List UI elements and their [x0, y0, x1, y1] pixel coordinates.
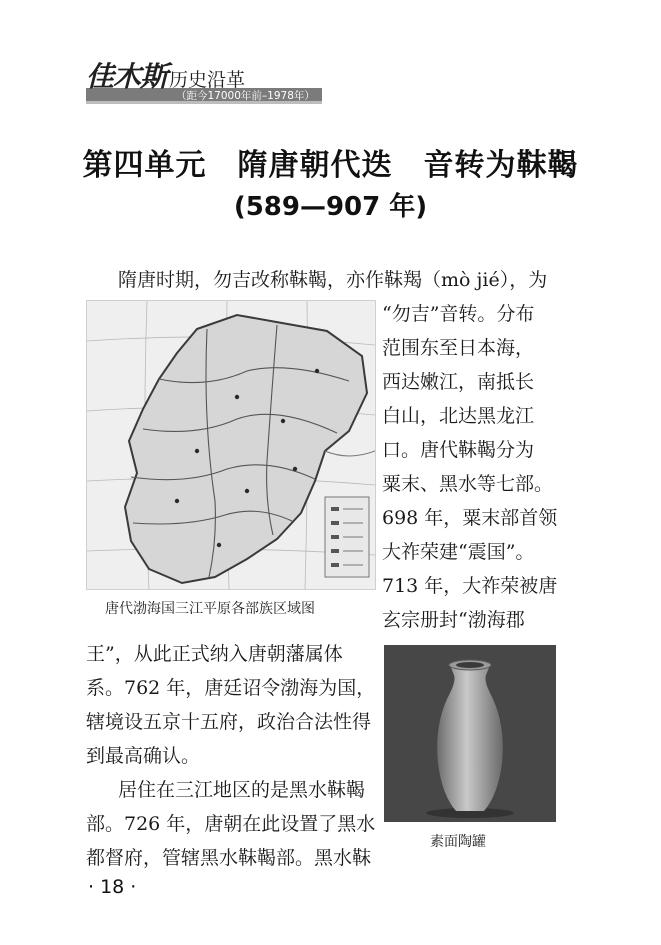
- unit-title: 第四单元 隋唐朝代迭 音转为靺鞨: [82, 148, 579, 183]
- jar-drawing: [384, 645, 556, 822]
- text-line: 辖境设五京十五府，政治合法性得: [86, 711, 372, 733]
- text-line: 粟末、黑水等七部。: [382, 473, 554, 495]
- text-line: 都督府，管辖黑水靺鞨部。黑水靺: [86, 847, 372, 869]
- header-brand: 佳木斯: [86, 60, 168, 93]
- text-line: 713 年，大祚荣被唐: [382, 575, 558, 597]
- text-line: 王”，从此正式纳入唐朝藩属体: [86, 643, 343, 665]
- text-line: “勿吉”音转。分布: [382, 303, 535, 325]
- region-map-image: [86, 300, 376, 590]
- text-line: 隋唐时期，勿吉改称靺鞨，亦作靺羯（mò jié），为: [118, 269, 548, 291]
- text-line: 系。762 年，唐廷诏令渤海为国，: [86, 677, 376, 699]
- text-line: 部。726 年，唐朝在此设置了黑水: [86, 813, 376, 835]
- text-line: 口。唐代靺鞨分为: [382, 439, 535, 461]
- jar-caption: 素面陶罐: [430, 834, 486, 850]
- text-line: 西达嫩江，南抵长: [382, 371, 535, 393]
- map-caption: 唐代渤海国三江平原各部族区域图: [105, 601, 315, 617]
- text-line: 到最高确认。: [86, 745, 201, 767]
- text-line: 居住在三江地区的是黑水靺鞨: [118, 779, 366, 801]
- page-number: · 18 ·: [88, 876, 137, 898]
- header-period: （距今17000年前–1978年）: [176, 90, 315, 102]
- text-line: 玄宗册封“渤海郡: [382, 609, 525, 631]
- pottery-jar-image: [384, 645, 556, 822]
- text-line: 大祚荣建“震国”。: [382, 541, 535, 563]
- text-line: 范围东至日本海，: [382, 337, 535, 359]
- text-line: 698 年，粟末部首领: [382, 507, 558, 529]
- map-drawing: [87, 301, 375, 589]
- header-subtitle: 历史沿革: [169, 69, 246, 91]
- book-header: [86, 55, 322, 107]
- unit-years: (589—907 年): [233, 192, 428, 222]
- text-line: 白山，北达黑龙江: [382, 405, 535, 427]
